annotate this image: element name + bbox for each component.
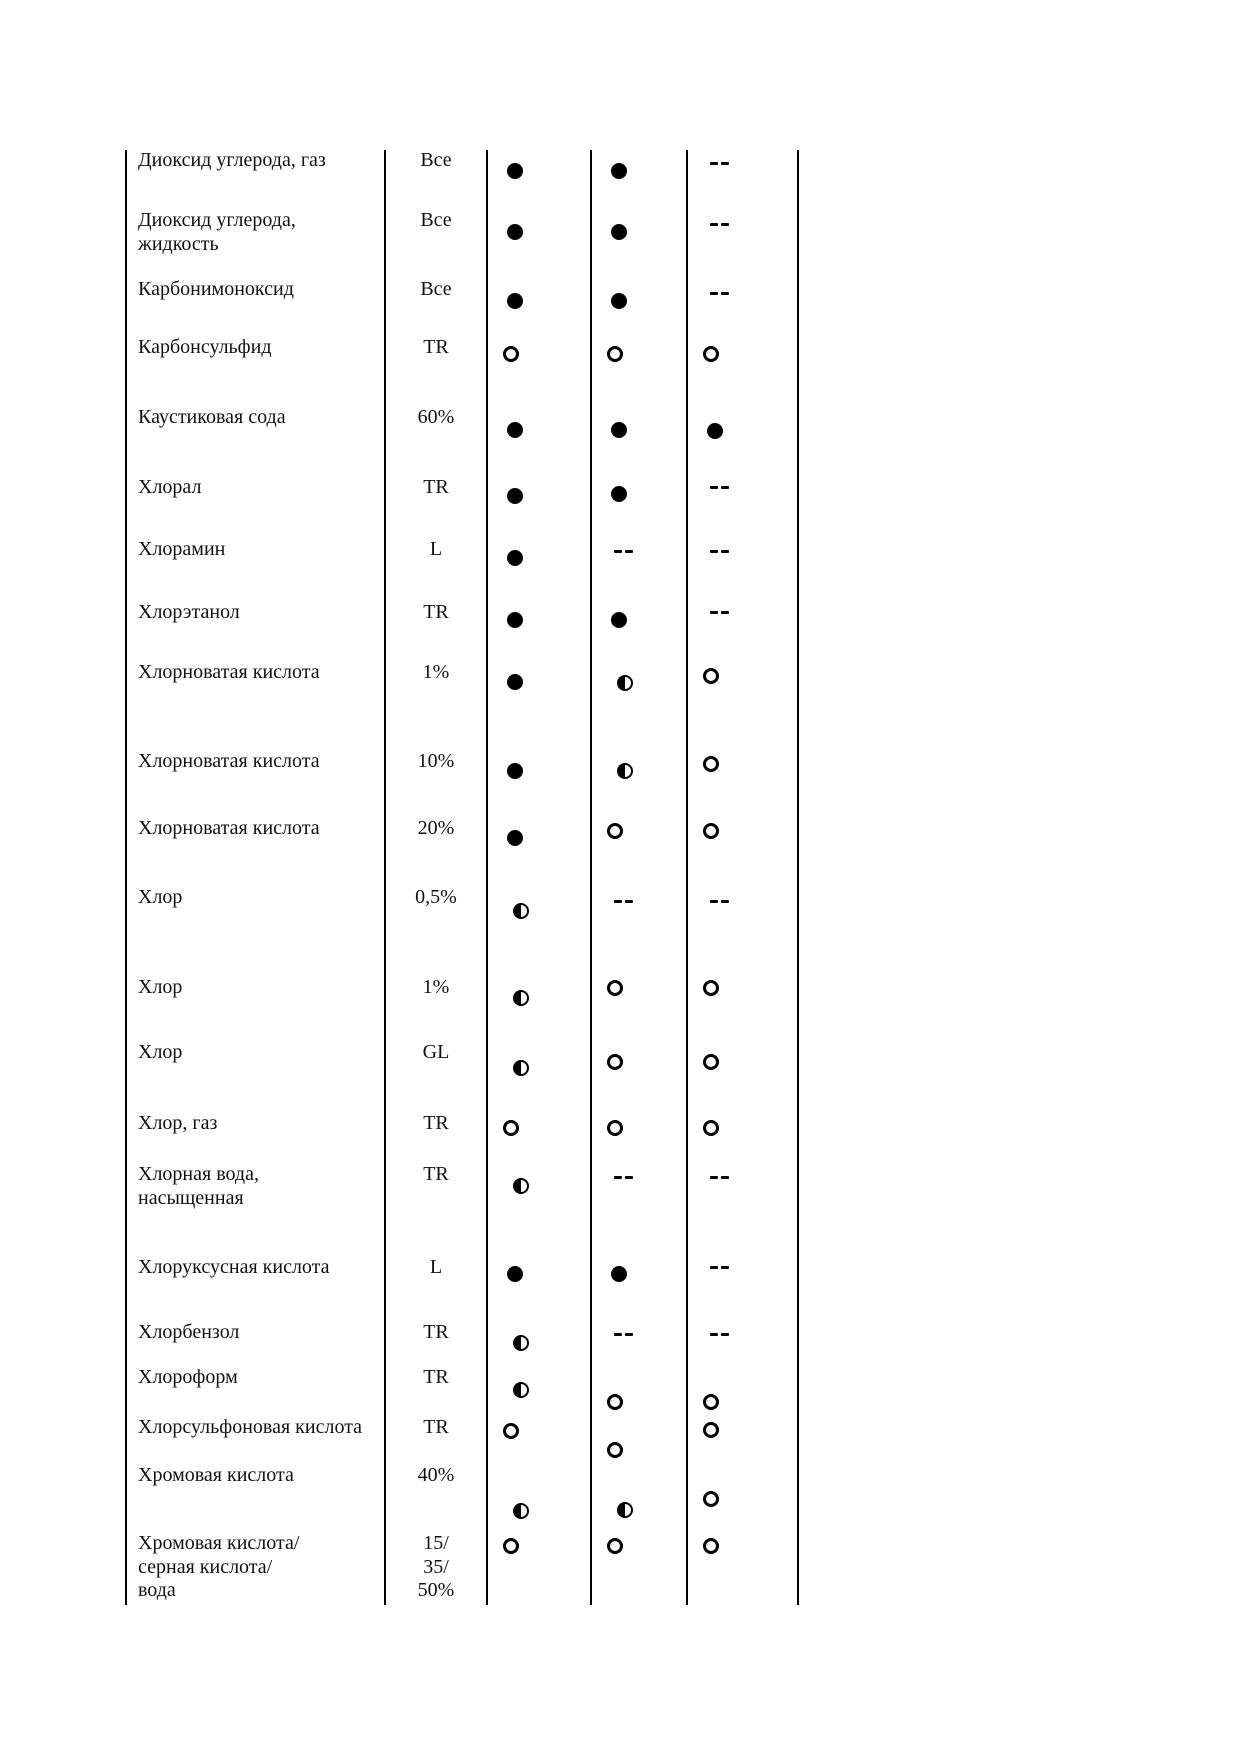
symbol-no-data-dashes	[710, 1333, 729, 1336]
row-concentration	[386, 149, 486, 173]
symbol-open-circle	[703, 1538, 719, 1554]
row-concentration	[386, 278, 486, 302]
symbol-filled-circle	[507, 612, 523, 628]
symbol-half-filled-circle	[513, 1178, 529, 1194]
row-concentration	[386, 209, 486, 233]
row-concentration	[386, 817, 486, 841]
concentration-line: L	[429, 538, 443, 560]
symbol-no-data-dashes	[710, 1266, 729, 1269]
symbol-no-data-dashes	[710, 900, 729, 903]
chemical-name-line: Хлорбензол	[138, 1321, 240, 1343]
row-chemical-name	[138, 336, 272, 360]
concentration-line: 0,5%	[415, 886, 457, 908]
symbol-half-filled-circle	[513, 1335, 529, 1351]
row-concentration	[386, 336, 486, 360]
symbol-half-filled-circle	[513, 1060, 529, 1076]
row-concentration	[386, 538, 486, 562]
table-left-border-line	[125, 150, 127, 1605]
concentration-line: 50%	[417, 1579, 455, 1601]
symbol-filled-circle	[611, 224, 627, 240]
concentration-line: 35/	[423, 1555, 449, 1578]
chemical-name-line: жидкость	[138, 232, 219, 255]
concentration-line: 1%	[422, 661, 450, 683]
row-chemical-name	[138, 976, 182, 1000]
symbol-open-circle	[703, 1120, 719, 1136]
symbol-filled-circle	[611, 293, 627, 309]
concentration-line: 60%	[417, 406, 455, 428]
row-chemical-name	[138, 1532, 299, 1603]
concentration-line: 20%	[417, 817, 455, 839]
symbol-filled-circle	[611, 486, 627, 502]
symbol-filled-circle	[611, 163, 627, 179]
row-chemical-name	[138, 278, 294, 302]
row-chemical-name	[138, 817, 320, 841]
row-chemical-name	[138, 476, 201, 500]
chemical-name-line: Карбонсульфид	[138, 336, 272, 358]
chemical-name-line: Хлороформ	[138, 1366, 238, 1388]
row-concentration	[386, 1532, 486, 1603]
chemical-name-line: Хромовая кислота	[138, 1464, 294, 1486]
symbol-half-filled-circle	[617, 763, 633, 779]
row-chemical-name	[138, 538, 225, 562]
symbol-filled-circle	[507, 550, 523, 566]
symbol-no-data-dashes	[614, 1176, 633, 1179]
chemical-name-line: Хромовая кислота/	[138, 1532, 300, 1554]
row-chemical-name	[138, 149, 326, 173]
row-chemical-name	[138, 1321, 239, 1345]
concentration-line: TR	[423, 1416, 449, 1438]
symbol-no-data-dashes	[710, 292, 729, 295]
chemical-name-line: Хлор	[138, 1041, 183, 1063]
concentration-line: TR	[423, 336, 449, 358]
symbol-half-filled-circle	[513, 990, 529, 1006]
symbol-filled-circle	[707, 423, 723, 439]
symbol-filled-circle	[507, 163, 523, 179]
row-chemical-name	[138, 1256, 330, 1280]
symbol-open-circle	[503, 1120, 519, 1136]
symbol-open-circle	[703, 1394, 719, 1410]
concentration-line: 10%	[417, 750, 455, 772]
table-column-divider-line	[486, 150, 488, 1605]
row-concentration	[386, 976, 486, 1000]
symbol-open-circle	[503, 346, 519, 362]
concentration-line: GL	[422, 1041, 450, 1063]
row-chemical-name	[138, 886, 182, 910]
symbol-filled-circle	[507, 830, 523, 846]
symbol-open-circle	[607, 980, 623, 996]
chemical-name-line: Хлоруксусная кислота	[138, 1256, 330, 1278]
row-concentration	[386, 750, 486, 774]
symbol-no-data-dashes	[614, 1333, 633, 1336]
row-concentration	[386, 1041, 486, 1065]
symbol-open-circle	[607, 1538, 623, 1554]
table-column-divider-line	[590, 150, 592, 1605]
concentration-line: TR	[423, 1366, 449, 1388]
symbol-open-circle	[703, 1054, 719, 1070]
row-concentration	[386, 476, 486, 500]
chemical-name-line: Каустиковая сода	[138, 406, 286, 428]
concentration-line: Все	[420, 209, 452, 231]
chemical-name-line: Хлорноватая кислота	[138, 750, 320, 772]
row-chemical-name	[138, 406, 286, 430]
symbol-half-filled-circle	[513, 1382, 529, 1398]
symbol-open-circle	[503, 1423, 519, 1439]
concentration-line: 1%	[422, 976, 450, 998]
symbol-open-circle	[703, 668, 719, 684]
symbol-no-data-dashes	[614, 550, 633, 553]
chemical-name-line: Хлорная вода,	[138, 1163, 259, 1185]
row-chemical-name	[138, 209, 296, 256]
chemical-name-line: Хлорноватая кислота	[138, 661, 320, 683]
row-concentration	[386, 1464, 486, 1488]
symbol-half-filled-circle	[617, 675, 633, 691]
symbol-open-circle	[703, 823, 719, 839]
concentration-line: TR	[423, 601, 449, 623]
row-chemical-name	[138, 1163, 259, 1210]
symbol-filled-circle	[507, 293, 523, 309]
chemical-name-line: Хлор	[138, 976, 183, 998]
row-concentration	[386, 601, 486, 625]
symbol-open-circle	[607, 823, 623, 839]
row-concentration	[386, 1256, 486, 1280]
row-concentration	[386, 406, 486, 430]
row-concentration	[386, 886, 486, 910]
chemical-name-line: Хлор, газ	[138, 1112, 218, 1134]
chemical-name-line: насыщенная	[138, 1186, 244, 1209]
symbol-filled-circle	[507, 224, 523, 240]
symbol-half-filled-circle	[617, 1502, 633, 1518]
chemical-name-line: серная кислота/	[138, 1555, 273, 1578]
symbol-no-data-dashes	[710, 162, 729, 165]
row-chemical-name	[138, 1112, 217, 1136]
symbol-open-circle	[703, 346, 719, 362]
row-chemical-name	[138, 1041, 182, 1065]
row-chemical-name	[138, 661, 320, 685]
chemical-name-line: Карбонимоноксид	[138, 278, 294, 300]
symbol-open-circle	[703, 980, 719, 996]
chemical-name-line: Хлорноватая кислота	[138, 817, 320, 839]
row-chemical-name	[138, 1416, 362, 1440]
symbol-open-circle	[703, 1491, 719, 1507]
concentration-line: 40%	[417, 1464, 455, 1486]
symbol-open-circle	[607, 346, 623, 362]
chemical-name-line: Хлорамин	[138, 538, 226, 560]
row-chemical-name	[138, 1366, 238, 1390]
symbol-half-filled-circle	[513, 903, 529, 919]
symbol-filled-circle	[507, 422, 523, 438]
symbol-open-circle	[607, 1054, 623, 1070]
chemical-name-line: Хлорэтанол	[138, 601, 240, 623]
table-right-border-line	[797, 150, 799, 1605]
row-chemical-name	[138, 750, 320, 774]
chemical-name-line: Хлор	[138, 886, 183, 908]
concentration-line: 15/	[423, 1532, 449, 1554]
chemical-name-line: Хлорал	[138, 476, 202, 498]
symbol-open-circle	[703, 756, 719, 772]
symbol-filled-circle	[507, 1266, 523, 1282]
symbol-filled-circle	[507, 674, 523, 690]
concentration-line: TR	[423, 476, 449, 498]
row-concentration	[386, 1366, 486, 1390]
symbol-no-data-dashes	[710, 611, 729, 614]
symbol-filled-circle	[611, 422, 627, 438]
symbol-no-data-dashes	[710, 486, 729, 489]
concentration-line: TR	[423, 1112, 449, 1134]
row-concentration	[386, 1112, 486, 1136]
symbol-filled-circle	[507, 488, 523, 504]
symbol-no-data-dashes	[710, 550, 729, 553]
symbol-filled-circle	[611, 1266, 627, 1282]
chemical-name-line: Диоксид углерода, газ	[138, 149, 326, 171]
symbol-open-circle	[607, 1442, 623, 1458]
concentration-line: L	[429, 1256, 443, 1278]
concentration-line: Все	[420, 149, 452, 171]
row-concentration	[386, 661, 486, 685]
symbol-open-circle	[503, 1538, 519, 1554]
row-chemical-name	[138, 1464, 294, 1488]
row-concentration	[386, 1416, 486, 1440]
symbol-open-circle	[607, 1394, 623, 1410]
row-concentration	[386, 1163, 486, 1187]
symbol-filled-circle	[611, 612, 627, 628]
chemical-name-line: вода	[138, 1579, 176, 1601]
concentration-line: TR	[423, 1163, 449, 1185]
symbol-no-data-dashes	[710, 223, 729, 226]
symbol-no-data-dashes	[614, 900, 633, 903]
symbol-filled-circle	[507, 763, 523, 779]
symbol-half-filled-circle	[513, 1503, 529, 1519]
chemical-name-line: Хлорсульфоновая кислота	[138, 1416, 363, 1438]
table-column-divider-line	[686, 150, 688, 1605]
row-concentration	[386, 1321, 486, 1345]
concentration-line: Все	[420, 278, 452, 300]
concentration-line: TR	[423, 1321, 449, 1343]
symbol-open-circle	[607, 1120, 623, 1136]
symbol-open-circle	[703, 1422, 719, 1438]
symbol-no-data-dashes	[710, 1176, 729, 1179]
row-chemical-name	[138, 601, 240, 625]
chemical-name-line: Диоксид углерода,	[138, 209, 296, 231]
